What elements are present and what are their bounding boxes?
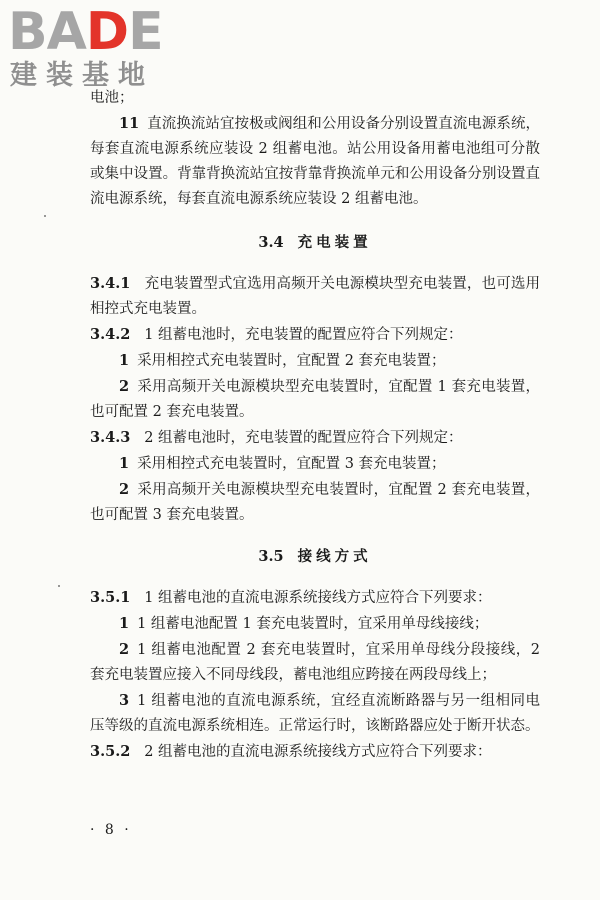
logo-subtitle: 建装基地: [10, 60, 154, 91]
clause-3-4-3: 3.4.3 2 组蓄电池时，充电装置的配置应符合下列规定：: [90, 429, 463, 446]
scan-speck: [44, 215, 46, 217]
item-3-4-3-1: 1 采用相控式充电装置时，宜配置 3 套充电装置；: [119, 455, 446, 472]
logo-wordmark: BADE: [8, 2, 163, 62]
bade-logo: [8, 4, 178, 94]
page-number: · 8 ·: [90, 822, 132, 838]
scan-speck: [58, 585, 60, 587]
item-11: 11 直流换流站宜按极或阀组和公用设备分别设置直流电源系统，每套直流电源系统应装设 2 组蓄电池。站公用设备用蓄电池组可分散或集中设置。背靠背换流站宜按背靠背换流单元和公用设备分别设置直流电源系统，每套直流电源系统应装设 2 组蓄电池。: [90, 115, 540, 207]
item-3-5-1-1: 1 1 组蓄电池配置 1 套充电装置时，宜采用单母线接线；: [119, 615, 489, 632]
item-3-4-3-2: 2 采用高频开关电源模块型充电装置时，宜配置 2 套充电装置，也可配置 3 套充电装置。: [90, 481, 540, 523]
document-body: [90, 86, 540, 765]
section-heading-3-5: 3.5 接线方式: [258, 548, 372, 565]
clause-3-4-2: 3.4.2 1 组蓄电池时，充电装置的配置应符合下列规定：: [90, 326, 463, 343]
item-3-4-2-2: 2 采用高频开关电源模块型充电装置时，宜配置 1 套充电装置，也可配置 2 套充电装置。: [90, 378, 540, 420]
section-heading-3-4: 3.4 充电装置: [258, 234, 372, 251]
item-3-4-2-1: 1 采用相控式充电装置时，宜配置 2 套充电装置；: [119, 352, 446, 369]
item-3-5-1-3: 3 1 组蓄电池的直流电源系统，宜经直流断路器与另一组相同电压等级的直流电源系统相连。正常运行时，该断路器应处于断开状态。: [90, 692, 540, 734]
clause-3-4-1: 3.4.1 充电装置型式宜选用高频开关电源模块型充电装置，也可选用相控式充电装置。: [90, 275, 541, 317]
clause-3-5-2: 3.5.2 2 组蓄电池的直流电源系统接线方式应符合下列要求：: [90, 743, 492, 760]
item-3-5-1-2: 2 1 组蓄电池配置 2 套充电装置时，宜采用单母线分段接线，2 套充电装置应接入不同母线段，蓄电池组应跨接在两段母线上；: [90, 641, 540, 683]
clause-3-5-1: 3.5.1 1 组蓄电池的直流电源系统接线方式应符合下列要求：: [90, 589, 492, 606]
intro-fragment: 电池；: [90, 90, 134, 106]
